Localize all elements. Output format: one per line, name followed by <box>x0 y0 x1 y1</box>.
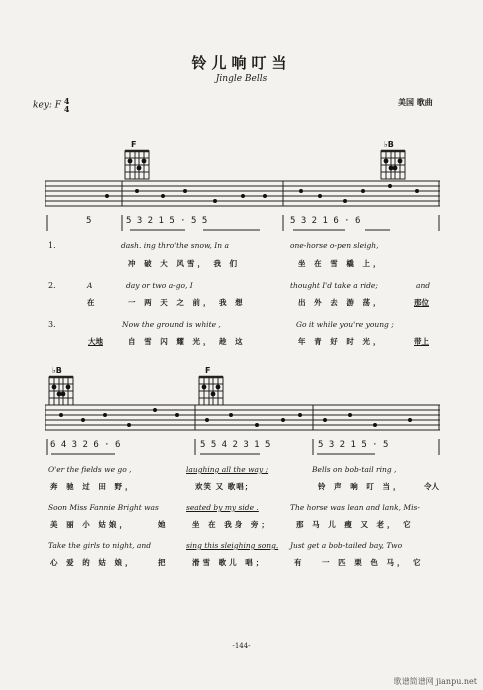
lyric-en: Take the girls to night, and <box>48 541 152 550</box>
verse-lyric-cn: 冲 破 大 风雪， 我 们 <box>128 259 241 268</box>
lyric-en: Bells on bob-tail ring , <box>312 465 397 474</box>
chord-name: F <box>205 366 211 375</box>
verse-lyric-cn: 在 <box>87 298 98 307</box>
composer: 美国 歌曲 <box>398 97 433 107</box>
verse-lyric-en: Go it while you're young ; <box>296 320 394 329</box>
lyric-cn: 那 马 儿 瘦 又 老， 它 <box>296 520 414 529</box>
verse-lyric-cn: 带上 <box>414 337 429 346</box>
chord-name: F <box>131 140 137 149</box>
jianpu-measure: 5 3 2 1 6 · 6 <box>290 216 361 226</box>
song-title: 铃儿响叮当 <box>191 54 292 72</box>
key-label: key: F <box>33 100 62 111</box>
tab-staff-2 <box>45 402 440 432</box>
verse-lyric-cn: 自 雪 闪 耀 光， 趁 这 <box>128 337 246 346</box>
verse-lyric-en: dash. ing thro'the snow, In a <box>121 241 229 250</box>
verse-lyric-cn: 出 外 去 游 荡， <box>298 298 384 307</box>
lyric-en: The horse was lean and lank, Mis- <box>290 503 420 512</box>
verse-lyric-en: thought I'd take a ride; <box>290 281 378 290</box>
verse-lyric-cn: 坐 在 雪 橇 上， <box>298 259 384 268</box>
lyric-cn: 有 <box>294 558 305 567</box>
time-sig-num: 4 <box>63 96 70 106</box>
verse-number: 1. <box>48 241 56 250</box>
lyric-en: Just get a bob-tailed bay, Two <box>290 541 403 550</box>
jianpu-barlines <box>45 213 440 233</box>
lyric-cn: 欢笑 又 歌唱； <box>195 482 254 491</box>
verse-lyric-en: Now the ground is white , <box>122 320 221 329</box>
verse-lyric-en: and <box>416 281 431 290</box>
jianpu-measure: 6 4 3 2 6 · 6 <box>50 440 121 450</box>
watermark: 歌谱简谱网 jianpu.net <box>393 677 477 686</box>
lyric-cn: 令人 <box>424 482 439 491</box>
time-sig-den: 4 <box>63 104 70 114</box>
lyric-cn: 坐 在 我身 旁； <box>192 520 272 529</box>
verse-lyric-cn: 年 青 好 时 光， <box>298 337 384 346</box>
lyric-en: O'er the fields we go , <box>48 465 132 474</box>
verse-lyric-en: one-horse o-pen sleigh, <box>290 241 379 250</box>
verse-lyric-cn: 那位 <box>414 298 429 307</box>
page-number: -144- <box>232 642 251 650</box>
lyric-cn: 滑雪 歌儿 唱； <box>192 558 267 567</box>
chord-name: ♭B <box>384 140 394 149</box>
verse-lyric-en: A <box>87 281 93 290</box>
lyric-cn: 心 爱 的 姑 娘， <box>50 558 136 567</box>
jianpu-measure: 5 3 2 1 5 · 5 <box>318 440 389 450</box>
lyric-en: laughing all the way ; <box>186 465 269 474</box>
lyric-cn: 铃 声 响 叮 当， <box>318 482 404 491</box>
key-signature <box>33 97 69 113</box>
tab-staff-1 <box>45 178 440 208</box>
lyric-en: seated by my side . <box>186 503 259 512</box>
verse-number: 3. <box>48 320 56 329</box>
lyric-cn: 把 <box>158 558 169 567</box>
song-subtitle: Jingle Bells <box>215 74 268 84</box>
chord-name: ♭B <box>52 366 62 375</box>
lyric-cn: 奔 驰 过 田 野， <box>50 482 136 491</box>
jianpu-measure: 5 <box>86 216 92 226</box>
lyric-cn: 她 <box>158 520 169 529</box>
lyric-cn: 美 丽 小 姑娘， <box>50 520 130 529</box>
verse-lyric-en: day or two a-go, I <box>126 281 193 290</box>
time-signature <box>64 97 70 113</box>
jianpu-barlines <box>45 437 440 457</box>
verse-lyric-cn: 一 两 天 之 前， 我 想 <box>128 298 246 307</box>
verse-number: 2. <box>48 281 56 290</box>
lyric-en: sing this sleighing song. <box>186 541 279 550</box>
jianpu-measure: 5 5 4 2 3 1 5 <box>200 440 271 450</box>
lyric-en: Soon Miss Fannie Bright was <box>48 503 159 512</box>
lyric-cn: 一 匹 栗 色 马， 它 <box>322 558 424 567</box>
verse-lyric-cn: 大地 <box>88 337 103 346</box>
jianpu-measure: 5 3 2 1 5 · 5 5 <box>126 216 208 226</box>
